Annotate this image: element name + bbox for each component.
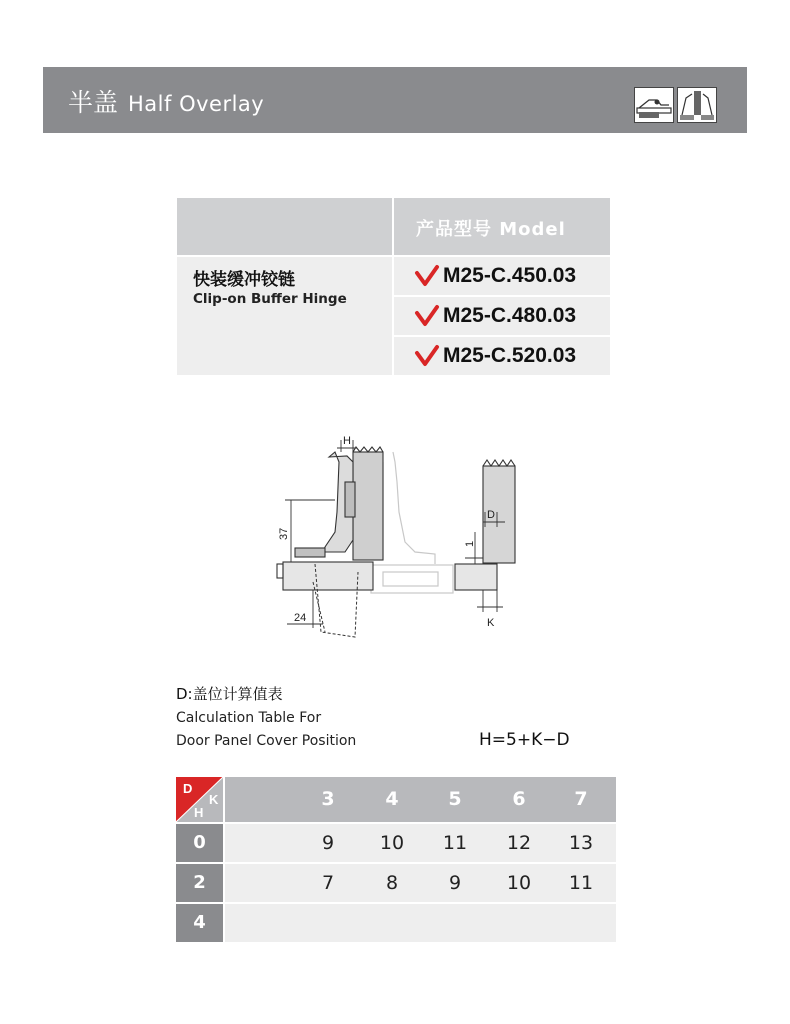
calc-table-corner [176,777,223,822]
mounting-plate [345,482,355,517]
k-value-header: 3 [321,788,335,810]
dimension-h-label: H [343,435,351,447]
dimension-1 [465,532,483,564]
d-value-row-header: 4 [176,904,223,942]
h-value-cell: 10 [506,872,532,894]
h-value-cell: 11 [568,872,594,894]
table-row [225,864,616,902]
model-table [177,198,610,375]
calc-table [176,777,616,942]
calc-table-header [225,777,616,822]
dimension-k-label: K [487,617,495,629]
section-title-en: Half Overlay [128,92,265,116]
door-panel [353,452,383,560]
h-value-cell: 11 [442,832,468,854]
model-number: M25-C.480.03 [443,304,577,327]
model-row [394,257,610,295]
section-header [43,67,747,133]
model-row [394,337,610,375]
side-break [277,564,283,578]
check-icon [414,263,440,289]
section-title-zh: 半盖 [68,88,119,117]
model-header-label: 产品型号 Model [416,219,566,240]
door-break-line [353,447,383,452]
dimension-24-label: 24 [294,612,307,624]
cabinet-side [283,562,373,590]
dimension-k [477,590,503,612]
h-value-cell: 9 [321,832,335,854]
k-value-header: 4 [385,788,399,810]
model-table-header-blank [177,198,392,255]
h-value-cell: 10 [379,832,405,854]
product-name-en: Clip-on Buffer Hinge [193,291,347,307]
dimension-1-label: 1 [464,540,476,547]
check-icon [414,303,440,329]
table-row [225,904,616,942]
corner-h-label: H [194,805,204,820]
h-value-cell: 9 [448,872,462,894]
product-name-cell [177,257,392,375]
dimension-d-label: D [487,509,495,521]
check-icon [414,343,440,369]
calc-formula: H=5+K−D [479,730,570,750]
calc-title-zh: D:盖位计算值表 [176,685,283,703]
k-value-header: 5 [448,788,462,810]
hinge-cup [295,548,325,557]
h-value-cell: 8 [385,872,399,894]
section-title [68,83,264,119]
model-number: M25-C.520.03 [443,344,577,367]
corner-d-label: D [183,781,193,796]
half-overlay-hinge-icon [634,87,674,123]
calc-title-en-line1: Calculation Table For [176,710,322,726]
h-value-cell: 12 [506,832,532,854]
h-value-cell: 7 [321,872,335,894]
d-value-row-header: 0 [176,824,223,862]
h-value-cell: 13 [568,832,594,854]
d-value-row-header: 2 [176,864,223,902]
model-row [394,297,610,335]
k-value-header: 6 [512,788,526,810]
model-table-header [394,198,610,255]
detail-cabinet-side [455,564,497,590]
k-value-header: 7 [574,788,588,810]
corner-k-label: K [209,792,219,807]
dimension-37-label: 37 [278,527,290,540]
model-number: M25-C.450.03 [443,264,577,287]
calc-title-en-line2: Door Panel Cover Position [176,733,357,749]
product-name-zh: 快装缓冲铰链 [193,270,295,290]
table-row [225,824,616,862]
half-overlay-cabinet-icon [677,87,717,123]
detail-door-break [483,460,515,466]
hinge-technical-diagram [265,432,525,647]
